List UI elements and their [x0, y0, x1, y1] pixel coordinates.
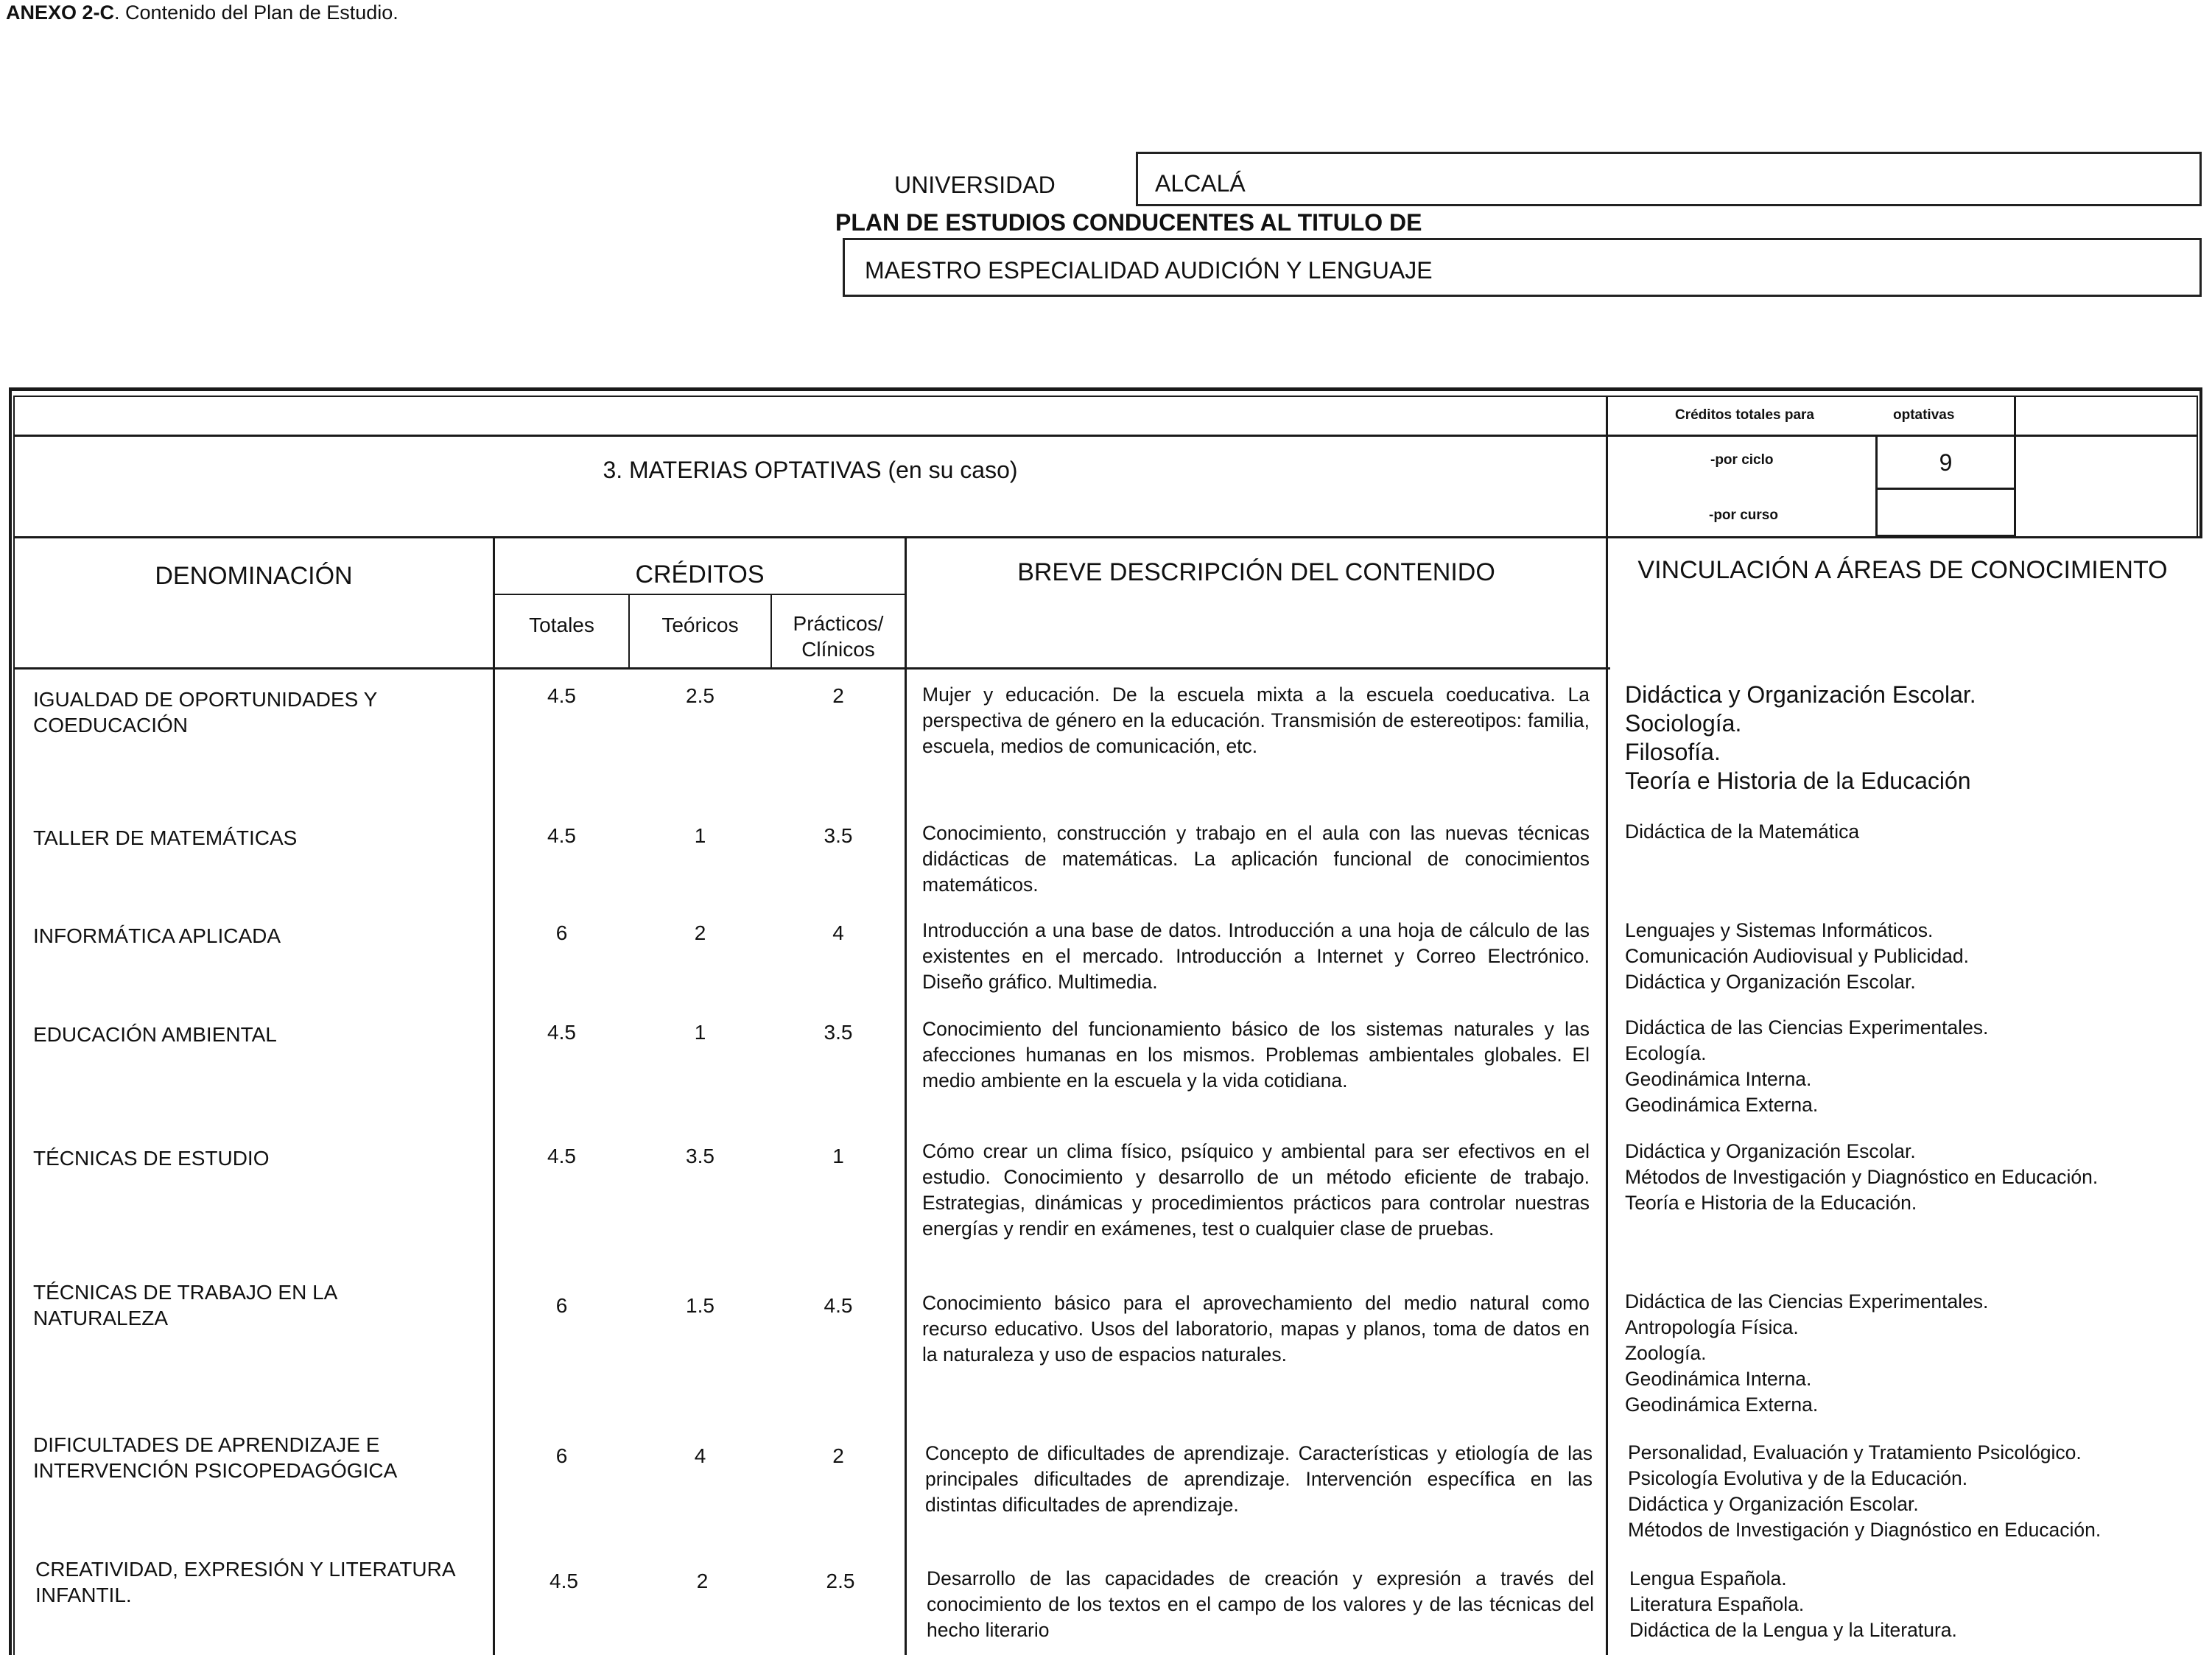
- area-item: Filosofía.: [1625, 739, 1721, 765]
- credits-row-line: [1607, 435, 2198, 437]
- area-item: Didáctica de la Lengua y la Literatura.: [1629, 1619, 1957, 1641]
- row-teoricos: 1.5: [686, 1294, 714, 1317]
- row-descripcion: Concepto de dificultades de aprendizaje. Características y etiología de las principales dificultades de aprendizaje. Intervención específica en las distintas dificultades de aprendizaje.: [925, 1442, 1593, 1516]
- row-areas: [1625, 918, 2192, 995]
- area-item: Didáctica y Organización Escolar.: [1625, 1140, 1916, 1162]
- header-top-line: [13, 536, 2202, 538]
- row-practicos: 2: [832, 684, 844, 707]
- row-areas: [1628, 1440, 2195, 1543]
- universidad-label: UNIVERSIDAD: [894, 172, 1056, 198]
- row-name-line: IGUALDAD DE OPORTUNIDADES Y: [33, 688, 378, 711]
- row-areas: [1625, 819, 2192, 845]
- area-item: Geodinámica Externa.: [1625, 1094, 1819, 1116]
- row-descripcion: Conocimiento básico para el aprovechamiento del medio natural como recurso educativo. Usos del laboratorio, mapas y planos, toma de datos en la naturaleza y uso de espacios naturales.: [922, 1292, 1590, 1366]
- row-teoricos: 3.5: [686, 1145, 714, 1167]
- area-item: Sociología.: [1625, 710, 1742, 737]
- row-denominacion: [33, 686, 482, 738]
- row-areas: [1625, 681, 2192, 795]
- header-bottom-line: [13, 667, 1610, 670]
- title-row-line: [13, 435, 1607, 437]
- row-totales: 4.5: [547, 1145, 576, 1167]
- ciclo-curso-divider: [1875, 488, 2014, 490]
- universidad-value: ALCALÁ: [1136, 152, 2202, 206]
- row-denominacion: [35, 1556, 485, 1608]
- annex-title-bold: ANEXO 2-C: [6, 1, 115, 24]
- row-totales: 4.5: [547, 1021, 576, 1044]
- col-divider-4: [905, 538, 907, 1655]
- row-totales: 4.5: [550, 1570, 578, 1592]
- row-totales: 6: [555, 921, 568, 944]
- area-item: Geodinámica Interna.: [1625, 1368, 1812, 1390]
- area-item: Literatura Española.: [1629, 1593, 1805, 1615]
- por-curso-label: -por curso: [1709, 507, 1778, 523]
- row-name-line: TALLER DE MATEMÁTICAS: [33, 826, 298, 849]
- row-denominacion: [33, 1022, 482, 1047]
- row-practicos: 3.5: [824, 1021, 853, 1044]
- por-ciclo-value: 9: [1939, 449, 1953, 476]
- row-denominacion: [33, 1279, 482, 1331]
- credits-optativas-label: optativas: [1893, 407, 1955, 423]
- area-item: Teoría e Historia de la Educación.: [1625, 1192, 1917, 1214]
- row-teoricos: 2: [696, 1570, 709, 1592]
- col-practicos-header: [772, 611, 905, 662]
- row-teoricos: 2.5: [686, 684, 714, 707]
- annex-title: [6, 1, 398, 24]
- area-item: Geodinámica Externa.: [1625, 1394, 1819, 1416]
- table-border-left: [9, 387, 12, 1655]
- col-creditos-header: CRÉDITOS: [635, 561, 765, 588]
- row-descripcion: Conocimiento, construcción y trabajo en el aula con las nuevas técnicas didácticas de matemáticas. La aplicación funcional de conocimientos matemáticos.: [922, 822, 1590, 896]
- row-practicos: 3.5: [824, 824, 853, 847]
- row-name-line: INFANTIL.: [35, 1584, 132, 1606]
- row-name-line: CREATIVIDAD, EXPRESIÓN Y LITERATURA: [35, 1558, 456, 1581]
- area-item: Ecología.: [1625, 1042, 1707, 1064]
- area-item: Zoología.: [1625, 1342, 1707, 1364]
- table-border-top: [9, 387, 2202, 391]
- row-denominacion: [33, 1432, 482, 1483]
- table-border-top-inner: [13, 396, 2198, 397]
- row-descripcion: Introducción a una base de datos. Introducción a una hoja de cálculo de las existentes en el mercado. Introducción a Internet y Correo Electrónico. Diseño gráfico. Multimedia.: [922, 919, 1590, 993]
- table-border-right-inner: [2197, 396, 2198, 538]
- row-name-line: NATURALEZA: [33, 1307, 169, 1329]
- area-item: Didáctica y Organización Escolar.: [1625, 971, 1916, 993]
- area-item: Métodos de Investigación y Diagnóstico en Educación.: [1628, 1519, 2102, 1541]
- row-denominacion: [33, 923, 482, 949]
- col-teoricos-header: Teóricos: [661, 614, 739, 636]
- area-item: Teoría e Historia de la Educación: [1625, 767, 1971, 794]
- row-teoricos: 1: [694, 824, 706, 847]
- row-name-line: INFORMÁTICA APLICADA: [33, 924, 281, 947]
- plan-label: PLAN DE ESTUDIOS CONDUCENTES AL TITULO DE: [835, 209, 1422, 236]
- row-areas: [1629, 1566, 2197, 1643]
- credits-box-left: [1606, 396, 1608, 538]
- area-item: Didáctica de la Matemática: [1625, 821, 1860, 843]
- degree-title-value: MAESTRO ESPECIALIDAD AUDICIÓN Y LENGUAJE: [843, 238, 2202, 297]
- row-denominacion: [33, 1145, 482, 1171]
- col-divider-5: [1606, 538, 1608, 1655]
- row-practicos: 1: [832, 1145, 844, 1167]
- col-totales-header: Totales: [529, 614, 594, 636]
- row-teoricos: 2: [694, 921, 706, 944]
- area-item: Lenguajes y Sistemas Informáticos.: [1625, 919, 1934, 941]
- row-totales: 4.5: [547, 684, 576, 707]
- area-item: Geodinámica Interna.: [1625, 1068, 1812, 1090]
- section-title: 3. MATERIAS OPTATIVAS (en su caso): [603, 457, 1018, 483]
- col-practicos-label: Prácticos/: [793, 612, 884, 635]
- row-teoricos: 4: [694, 1444, 706, 1467]
- row-practicos: 2: [832, 1444, 844, 1467]
- area-item: Personalidad, Evaluación y Tratamiento Psicológico.: [1628, 1441, 2082, 1464]
- row-practicos: 2.5: [826, 1570, 855, 1592]
- area-item: Didáctica y Organización Escolar.: [1625, 681, 1976, 708]
- area-item: Didáctica de las Ciencias Experimentales.: [1625, 1016, 1989, 1039]
- row-name-line: TÉCNICAS DE ESTUDIO: [33, 1147, 270, 1170]
- row-descripcion: Desarrollo de las capacidades de creación y expresión a través del conocimiento de los textos en el campo de los valores y de las técnicas del hecho literario: [927, 1567, 1594, 1641]
- row-areas: [1625, 1015, 2192, 1118]
- col-clinicos-label: Clínicos: [801, 638, 875, 661]
- area-item: Psicología Evolutiva y de la Educación.: [1628, 1467, 1968, 1489]
- row-denominacion: [33, 825, 482, 851]
- por-ciclo-label: -por ciclo: [1710, 452, 1774, 468]
- row-areas: [1625, 1289, 2192, 1418]
- area-item: Comunicación Audiovisual y Publicidad.: [1625, 945, 1969, 967]
- area-item: Métodos de Investigación y Diagnóstico en Educación.: [1625, 1166, 2099, 1188]
- row-totales: 6: [555, 1444, 568, 1467]
- row-descripcion: Conocimiento del funcionamiento básico de los sistemas naturales y las afecciones humanas en los mismos. Problemas ambientales globales. El medio ambiente en la escuela y la vida cotidiana.: [922, 1018, 1590, 1092]
- row-totales: 4.5: [547, 824, 576, 847]
- row-descripcion: Cómo crear un clima físico, psíquico y ambiental para ser efectivos en el estudio. Conocimiento y desarrollo de un método eficiente de trabajo. Estrategias, dinámicas y procedimientos prácticos para controlar nuestras energías y rendir en exámenes, test o cualquier clase de pruebas.: [922, 1140, 1590, 1240]
- annex-title-rest: . Contenido del Plan de Estudio.: [114, 1, 398, 24]
- row-name-line: EDUCACIÓN AMBIENTAL: [33, 1023, 277, 1046]
- credits-total-label: Créditos totales para: [1675, 407, 1814, 423]
- area-item: Didáctica y Organización Escolar.: [1628, 1493, 1919, 1515]
- row-teoricos: 1: [694, 1021, 706, 1044]
- area-item: Antropología Física.: [1625, 1316, 1799, 1338]
- row-name-line: INTERVENCIÓN PSICOPEDAGÓGICA: [33, 1459, 398, 1482]
- row-name-line: TÉCNICAS DE TRABAJO EN LA: [33, 1281, 338, 1304]
- row-name-line: COEDUCACIÓN: [33, 714, 189, 737]
- area-item: Didáctica de las Ciencias Experimentales.: [1625, 1290, 1989, 1313]
- credits-box-right: [2014, 396, 2016, 538]
- col-denominacion-header: DENOMINACIÓN: [155, 562, 353, 590]
- table-border-right: [2199, 387, 2202, 538]
- area-item: Lengua Española.: [1629, 1567, 1787, 1589]
- row-totales: 6: [555, 1294, 568, 1317]
- col-vinculacion-header: VINCULACIÓN A ÁREAS DE CONOCIMIENTO: [1637, 556, 2168, 584]
- col-descripcion-header: BREVE DESCRIPCIÓN DEL CONTENIDO: [1017, 558, 1495, 586]
- row-practicos: 4.5: [824, 1294, 853, 1317]
- row-practicos: 4: [832, 921, 844, 944]
- row-descripcion: Mujer y educación. De la escuela mixta a la escuela coeducativa. La perspectiva de género en la educación. Transmisión de estereotipos: familia, escuela, medios de comunicación, etc.: [922, 684, 1590, 757]
- row-name-line: DIFICULTADES DE APRENDIZAJE E: [33, 1433, 380, 1456]
- row-areas: [1625, 1139, 2192, 1216]
- creditos-sub-line: [494, 594, 905, 595]
